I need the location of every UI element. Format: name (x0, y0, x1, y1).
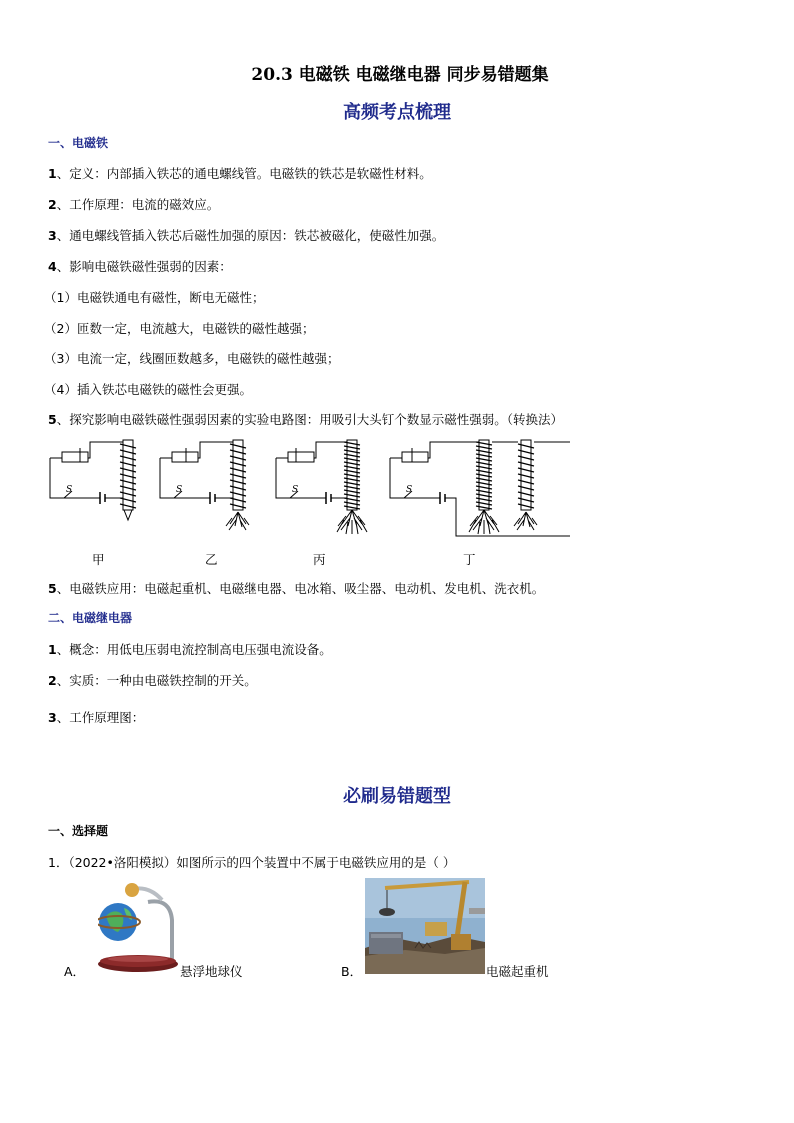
heading-electromagnet: 一、电磁铁 (48, 136, 109, 150)
switch-label: S (406, 485, 413, 495)
question-1: 1．（2022•洛阳模拟）如图所示的四个装置中不属于电磁铁应用的是（ ） (48, 855, 456, 870)
circuit-label-ding: 丁 (463, 552, 476, 567)
circuit-label-bing: 丙 (313, 552, 326, 567)
circuit-diagrams (40, 436, 570, 546)
document-title: 20.3 电磁铁 电磁继电器 同步易错题集 (251, 65, 549, 85)
option-b-label: 电磁起重机 (486, 964, 549, 979)
circuit-bing (276, 440, 367, 534)
relay-concept-line: 1、概念：用低电压弱电流控制高电压强电流设备。 (48, 642, 332, 657)
experiment-line: 5、探究影响电磁铁磁性强弱因素的实验电路图：用吸引大头钉个数显示磁性强弱。（转换法） (48, 412, 563, 427)
switch-label: S (176, 485, 183, 495)
option-b-letter: B． (341, 964, 363, 979)
factor-item: （3）电流一定，线圈匝数越多，电磁铁的磁性越强； (44, 351, 340, 366)
circuit-jia (50, 440, 136, 520)
factor-item: （2）匝数一定，电流越大，电磁铁的磁性越强； (44, 321, 315, 336)
section-title-practice: 必刷易错题型 (343, 786, 451, 807)
factor-item: （1）电磁铁通电有磁性，断电无磁性； (44, 290, 265, 305)
option-a-label: 悬浮地球仪 (180, 964, 243, 979)
option-a-letter: A． (64, 964, 86, 979)
factor-item: （4）插入铁芯电磁铁的磁性会更强。 (44, 382, 252, 397)
section-title-key-points: 高频考点梳理 (343, 102, 451, 123)
circuit-label-yi: 乙 (205, 552, 218, 567)
relay-essence-line: 2、实质：一种由电磁铁控制的开关。 (48, 673, 257, 688)
circuit-ding (390, 440, 570, 536)
circuit-yi (160, 440, 249, 530)
factors-line: 4、影响电磁铁磁性强弱的因素： (48, 259, 232, 274)
switch-label: S (292, 485, 299, 495)
application-line: 5、电磁铁应用：电磁起重机、电磁继电器、电冰箱、吸尘器、电动机、发电机、洗衣机。 (48, 581, 545, 596)
heading-multiple-choice: 一、选择题 (48, 824, 109, 838)
circuit-label-jia: 甲 (92, 552, 105, 567)
definition-line: 1、定义：内部插入铁芯的通电螺线管。电磁铁的铁芯是软磁性材料。 (48, 166, 432, 181)
levitating-globe-photo (98, 880, 180, 976)
principle-line: 2、工作原理：电流的磁效应。 (48, 197, 220, 212)
electromagnetic-crane-photo (365, 878, 485, 974)
heading-relay: 二、电磁继电器 (48, 611, 133, 625)
relay-diagram-line: 3、工作原理图： (48, 710, 145, 725)
iron-core-line: 3、通电螺线管插入铁芯后磁性加强的原因：铁芯被磁化，使磁性加强。 (48, 228, 445, 243)
switch-label: S (66, 485, 73, 495)
